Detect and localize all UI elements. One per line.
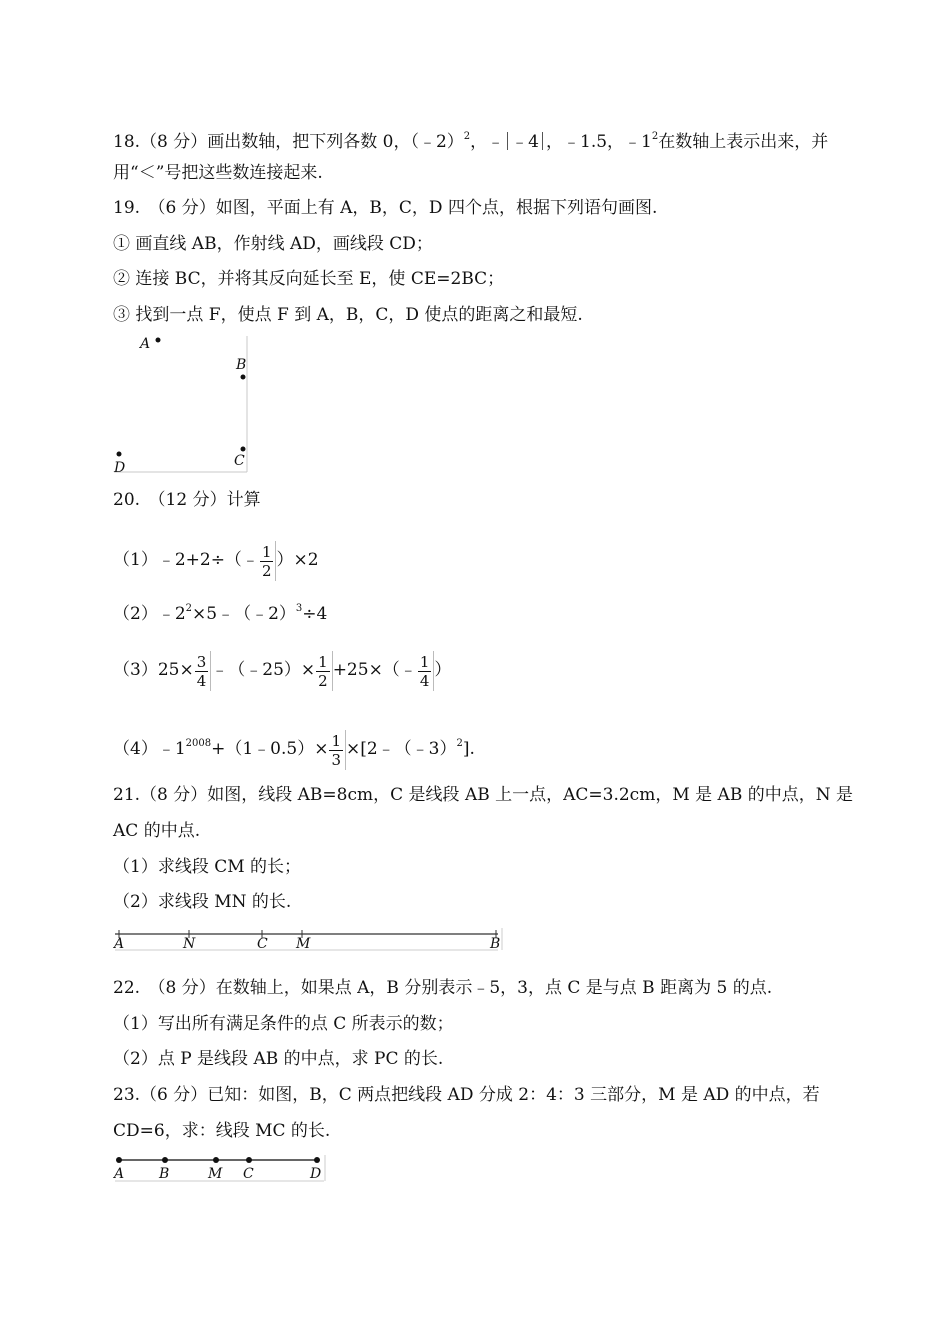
fraction-numerator: 1 [261, 542, 272, 561]
q20-p1-a: （1）﹣2+2÷（﹣ [113, 550, 259, 570]
fraction [194, 651, 212, 691]
q20-p3-a: （3）25× [113, 660, 194, 680]
point-c-label: C [234, 453, 245, 469]
fraction [328, 730, 346, 770]
q18-line2: 用“＜”号把这些数连接起来. [113, 163, 323, 183]
label-a: A [114, 936, 125, 952]
q20-part4 [113, 724, 475, 770]
label-c: C [243, 1166, 254, 1182]
q21-figure [112, 926, 504, 952]
point-b-label: B [236, 357, 247, 373]
fraction-denominator: 4 [196, 671, 207, 690]
q18-sup2: 2 [651, 131, 659, 142]
label-d: D [310, 1166, 322, 1182]
fraction-numerator: 3 [196, 652, 207, 671]
q19-figure [110, 332, 255, 478]
q20-p4-sup: 2008 [185, 738, 212, 749]
point-c-dot [246, 1157, 252, 1163]
q18-text-d: ，﹣1.5，﹣1 [546, 132, 652, 152]
fraction-denominator: 2 [261, 561, 272, 580]
q18-text-e: 在数轴上表示出来，并 [658, 132, 829, 152]
q20-p4-a: （4）﹣1 [113, 739, 186, 759]
point-a-label: A [140, 336, 151, 352]
fraction-denominator: 4 [419, 671, 430, 690]
q20-p1-b: ）×2 [276, 550, 319, 570]
q19-step3: ③ 找到一点 F，使点 F 到 A，B，C，D 使点的距离之和最短. [113, 305, 583, 325]
point-d-label: D [114, 460, 126, 476]
q20-p2-a: （2）﹣2 [113, 604, 186, 624]
q18-text-b: ，﹣ [470, 132, 505, 152]
q20-p3-d: ） [434, 660, 452, 680]
label-b: B [490, 936, 501, 952]
q22-line1: 22. （8 分）在数轴上，如果点 A，B 分别表示﹣5，3，点 C 是与点 B 距离为 5 的点. [113, 978, 773, 998]
q18-text-a: 18.（8 分）画出数轴，把下列各数 0，（﹣2） [113, 132, 464, 152]
label-c: C [257, 936, 268, 952]
point-b-dot [162, 1157, 168, 1163]
q20-p4-c: ×[2﹣（﹣3） [345, 739, 457, 759]
point-a-dot [116, 1157, 122, 1163]
q23-line1: 23.（6 分）已知：如图，B，C 两点把线段 AD 分成 2：4：3 三部分，M 是 AD 的中点，若 [113, 1085, 820, 1105]
q20-p4-b: +（1﹣0.5）× [211, 739, 329, 759]
q20-part2 [113, 598, 327, 625]
point-c-dot [241, 447, 246, 452]
point-m-dot [213, 1157, 219, 1163]
label-m: M [208, 1166, 223, 1182]
q20-p4-d: ]. [462, 739, 475, 759]
fraction-numerator: 1 [419, 652, 430, 671]
q20-p4-sup2: 2 [456, 738, 463, 749]
q20-p2-b: ×5﹣（﹣2） [192, 604, 296, 624]
fraction-numerator: 1 [318, 652, 328, 671]
q21-sub2: （2）求线段 MN 的长. [113, 892, 292, 912]
q23-figure [112, 1153, 330, 1183]
label-m: M [296, 936, 311, 952]
q20-part3 [113, 650, 451, 691]
q20-p2-sup2: 3 [295, 603, 303, 614]
point-d-dot [314, 1157, 320, 1163]
fraction-denominator: 2 [318, 671, 328, 690]
label-a: A [114, 1166, 125, 1182]
q19-step2: ② 连接 BC，并将其反向延长至 E，使 CE=2BC； [113, 269, 505, 289]
q18-line1 [113, 126, 828, 153]
fraction [417, 651, 435, 691]
q19-title: 19. （6 分）如图，平面上有 A，B，C，D 四个点，根据下列语句画图. [113, 198, 658, 218]
q20-p3-c: +25×（﹣ [332, 660, 417, 680]
q21-line1: 21.（8 分）如图，线段 AB=8cm，C 是线段 AB 上一点，AC=3.2cm，M 是 AB 的中点，N 是 [113, 785, 853, 805]
point-d-dot [117, 452, 122, 457]
q20-p2-c: ÷4 [302, 604, 328, 624]
abs-bar-left [507, 132, 508, 150]
q18-text-c: ﹣4 [511, 132, 539, 152]
q20-part1 [113, 540, 319, 581]
fraction [315, 651, 333, 691]
q23-line2: CD=6，求：线段 MC 的长. [113, 1121, 331, 1141]
point-b-dot [241, 375, 246, 380]
fraction-numerator: 1 [331, 731, 341, 750]
fraction-denominator: 3 [331, 750, 341, 769]
q20-p3-b: ﹣（﹣25）× [211, 660, 316, 680]
q21-line2: AC 的中点. [113, 821, 201, 841]
q18-sup: 2 [463, 131, 471, 142]
q20-title: 20. （12 分）计算 [113, 490, 261, 510]
label-n: N [183, 936, 196, 952]
point-a-dot [156, 338, 161, 343]
fraction [259, 541, 277, 581]
q22-sub2: （2）点 P 是线段 AB 的中点，求 PC 的长. [113, 1049, 444, 1069]
abs-bar-right [542, 132, 543, 150]
q19-step1: ① 画直线 AB，作射线 AD，画线段 CD； [113, 234, 433, 254]
q21-sub1: （1）求线段 CM 的长； [113, 857, 302, 877]
label-b: B [159, 1166, 170, 1182]
q20-p2-sup: 2 [185, 603, 193, 614]
q22-sub1: （1）写出所有满足条件的点 C 所表示的数； [113, 1014, 454, 1034]
